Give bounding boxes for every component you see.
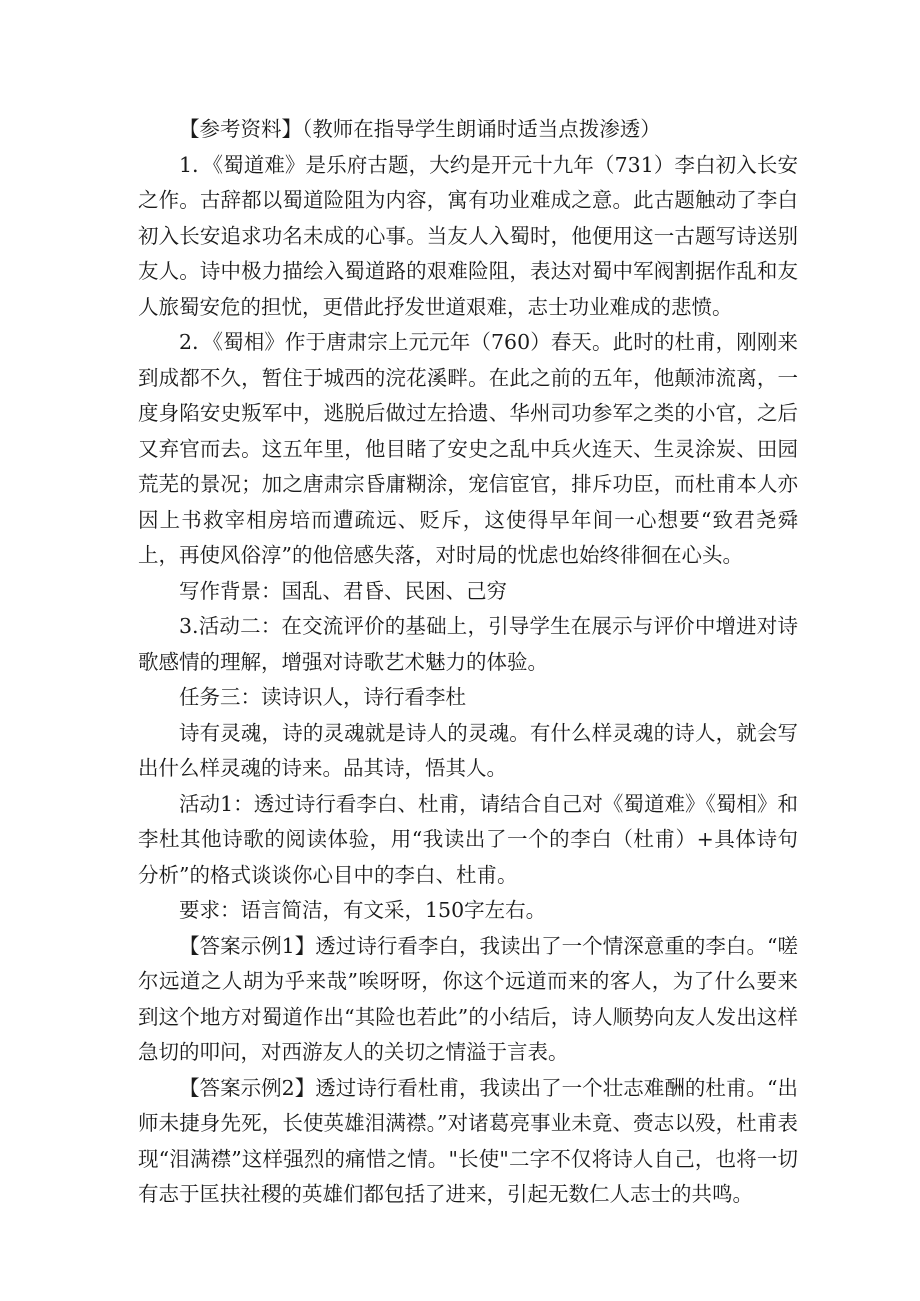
- paragraph-shudaonan-background: 1．《蜀道难》是乐府古题，大约是开元十九年（731）李白初入长安之作。古辞都以蜀道险阻为内容，寓有功业难成之意。此古题触动了李白初入长安追求功名未成的心事。当友人入蜀时，他便用这一古题写诗送别友人。诗中极力描绘入蜀道路的艰难险阻，表达对蜀中军阀割据作乱和友人旅蜀安危的担忧，更借此抒发世道艰难，志士功业难成的悲愤。: [138, 152, 798, 319]
- paragraph-writing-background: 写作背景：国乱、君昏、民困、己穷: [179, 578, 507, 603]
- paragraph-poetry-soul: 诗有灵魂，诗的灵魂就是诗人的灵魂。有什么样灵魂的诗人，就会写出什么样灵魂的诗来。品其诗，悟其人。: [138, 720, 798, 780]
- paragraph-activity-two: 3.活动二：在交流评价的基础上，引导学生在展示与评价中增进对诗歌感情的理解，增强对诗歌艺术魅力的体验。: [138, 614, 798, 674]
- paragraph-task-three: 任务三：读诗识人，诗行看李杜: [179, 685, 466, 709]
- paragraph-answer-example-2: 【答案示例2】透过诗行看杜甫，我读出了一个壮志难酬的杜甫。“出师未捷身先死，长使英雄泪满襟。”对诸葛亮事业未竟、赍志以殁，杜甫表现“泪满襟”这样强烈的痛惜之情。"长使"二字不仅将诗人自己，也将一切有志于匡扶社稷的英雄们都包括了进来，引起无数仁人志士的共鸣。: [138, 1075, 798, 1206]
- document-body: [138, 112, 798, 1213]
- paragraph-shuxiang-background: 2．《蜀相》作于唐肃宗上元元年（760）春天。此时的杜甫，刚刚来到成都不久，暂住于城西的浣花溪畔。在此之前的五年，他颠沛流离，一度身陷安史叛军中，逃脱后做过左拾遗、华州司功参军之类的小官，之后又弃官而去。这五年里，他目睹了安史之乱中兵火连天、生灵涂炭、田园荒芜的景况；加之唐肃宗昏庸糊涂，宠信宦官，排斥功臣，而杜甫本人亦因上书救宰相房培而遭疏远、贬斥，这使得早年间一心想要“致君尧舜上，再使风俗淳”的他倍感失落，对时局的忧虑也始终徘徊在心头。: [138, 330, 798, 567]
- paragraph-answer-example-1: 【答案示例1】透过诗行看李白，我读出了一个情深意重的李白。“嗟尔远道之人胡为乎来哉”唉呀呀，你这个远道而来的客人，为了什么要来到这个地方对蜀道作出“其险也若此”的小结后，诗人顺势向友人发出这样急切的叩问，对西游友人的关切之情溢于言表。: [138, 933, 798, 1064]
- paragraph-requirement: 要求：语言简洁，有文采，150字左右。: [179, 898, 547, 922]
- paragraph-activity-one: 活动1：透过诗行看李白、杜甫，请结合自己对《蜀道难》《蜀相》和李杜其他诗歌的阅读体验，用“我读出了一个的李白（杜甫）+具体诗句分析”的格式谈谈你心目中的李白、杜甫。: [138, 791, 798, 887]
- paragraph-reference-heading: 【参考资料】（教师在指导学生朗诵时适当点拨渗透）: [179, 117, 661, 141]
